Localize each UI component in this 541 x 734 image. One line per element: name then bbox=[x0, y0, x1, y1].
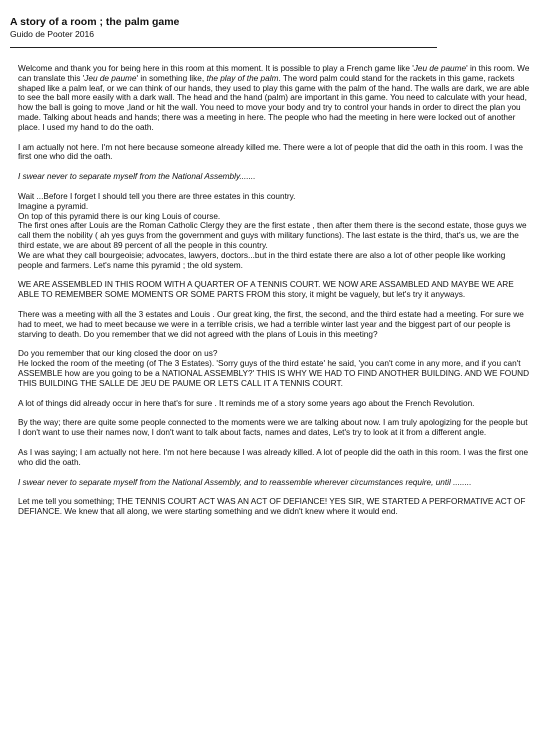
document-title: A story of a room ; the palm game bbox=[10, 16, 180, 28]
paragraph-estates: Wait ...Before I forget I should tell you there are three estates in this country. Imagine a pyramid. On top of this pyramid there is our king Louis of course. The first ones after Louis are the Roman Catholic Clergy they are the first estate , then after them there is the second estate, those guys we call them the nobility ( ah yes guys from the government and guys with military functions). The last estate is the third, that's us, we are the third estate, we are about 89 percent of all the people in this country. We are what they call bourgeoisie; advocates, lawyers, doctors...but in the third estate there are also a lot of other people like working people and farmers. Let's name this pyramid ; the old system. bbox=[18, 191, 527, 270]
paragraph-not-here: I am actually not here. I'm not here because someone already killed me. There were a lot of people that did the oath in this room. I was the first one who did the oath. bbox=[18, 142, 523, 162]
paragraph-oath: I swear never to separate myself from the National Assembly....... bbox=[18, 172, 256, 182]
paragraph-meeting: There was a meeting with all the 3 estates and Louis . Our great king, the first, the second, and the third estate had a meeting. For sure we had to meet, we had to meet because we were in a terrible crisis, we had a terrible winter last year and the biggest part of our people is starving to death. Do you remember that we did not agreed with the plans of Louis in this meeting? bbox=[18, 309, 524, 339]
paragraph-defiance: Let me tell you something; THE TENNIS COURT ACT WAS AN ACT OF DEFIANCE! YES SIR, WE STARTED A PERFORMATIVE ACT OF DEFIANCE. We knew that all along, we were starting something and we didn't knew where it would end. bbox=[18, 497, 526, 517]
paragraph-killed: As I was saying; I am actually not here. I'm not here because I was already killed. A lot of people did the oath in this room. I was the first one who did the oath. bbox=[18, 447, 529, 467]
document-body bbox=[18, 64, 530, 527]
paragraph-oath-full: I swear never to separate myself from the National Assembly, and to reassemble wherever circumstances require, until ........ bbox=[18, 477, 472, 487]
header-divider bbox=[10, 47, 437, 48]
paragraph-apology: By the way; there are quite some people connected to the moments were we are talking about now. I am truly apologizing for the people but I don't want to use their names now, I don't want to talk about facts, names and dates, Let's try to look at it from a different angle. bbox=[18, 418, 528, 438]
paragraph-assembled: WE ARE ASSEMBLED IN THIS ROOM WITH A QUARTER OF A TENNIS COURT. WE NOW ARE ASSAMBLED AND MAYBE WE ARE ABLE TO REMEMBER SOME MOMENTS OR SOME PARTS FROM this story, it might be vaguely, but let's try it anyways. bbox=[18, 280, 514, 300]
author-line: Guido de Pooter 2016 bbox=[10, 29, 95, 39]
paragraph-revolution: A lot of things did already occur in here that's for sure . It reminds me of a story some years ago about the French Revolution. bbox=[18, 398, 475, 408]
paragraph-locked-door: Do you remember that our king closed the door on us? He locked the room of the meeting (of The 3 Estates). 'Sorry guys of the third estate' he said, 'you can't come in any more, and if you can't ASSEMBLE how are you going to be a NATIONAL ASSEMBLY?' THIS IS WHY WE HAD TO FIND ANOTHER BUILDING. AND WE FOUND THIS BUILDING THE SALLE DE JEU DE PAUME OR LETS CALL IT A TENNIS COURT. bbox=[18, 349, 530, 388]
paragraph-intro: Welcome and thank you for being here in this room at this moment. It is possible to play a French game like 'Jeu de paume' in this room. We can translate this 'Jeu de paume' in something like, the play of the palm. The word palm could stand for the rackets in this game, rackets shaped like a palm leaf, or we can think of our hands, they used to play this game with the palm of the hand. The walls are dark, we are able to see the ball more easily with a dark wall. The head and the hand (palm) are important in this game. You need to calculate with your head, how the ball is going to move ,land or hit the wall. You need to move your body and try to control your hands in order to direct the plan you made. Talking about heads and hands; there was a meeting in here. The people who had the meeting in here were locked out of another place. I used my hand to do the oath. bbox=[18, 64, 530, 132]
